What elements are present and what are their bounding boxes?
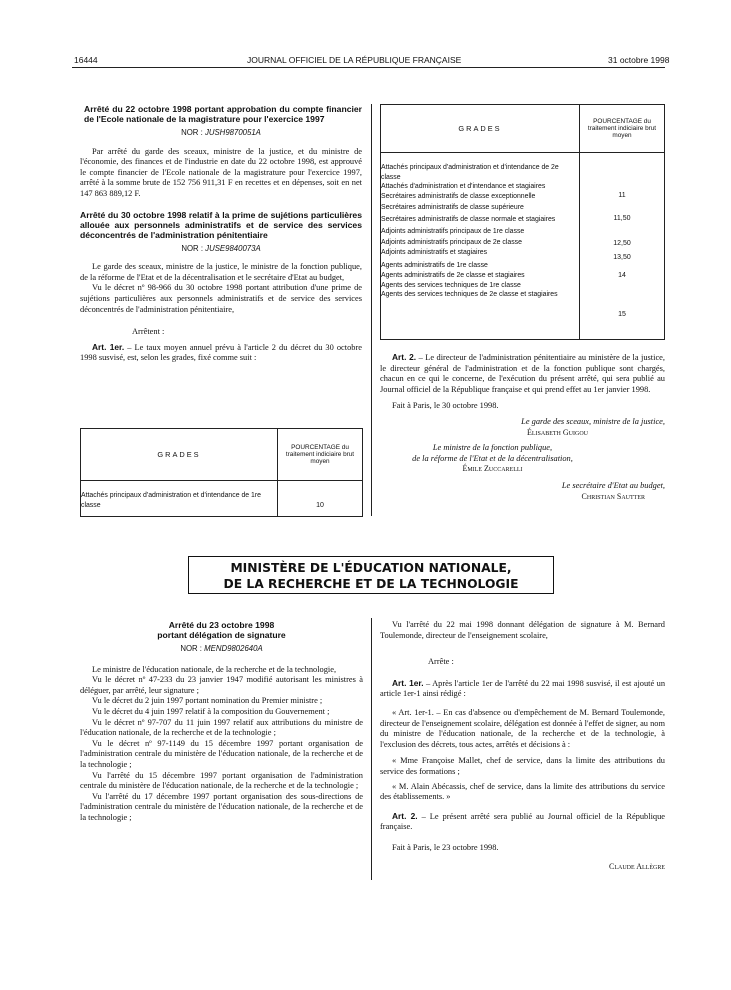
decree-title: Arrêté du 30 octobre 1998 relatif à la prime de sujétions particulières allouée aux personnels administratifs et de service des services déconcentrés de l'administration pénitentiaire (80, 209, 362, 240)
table-grades-list (381, 153, 580, 340)
column-divider (371, 104, 372, 516)
nor-reference: NOR : JUSE9840073A (181, 243, 261, 253)
table-row-value: 12,50 (613, 240, 631, 247)
table-header-percentage: POURCENTAGE du traitement indiciaire brut moyen (580, 105, 665, 153)
signatory-role: de la réforme de l'Etat et de la décentralisation, (412, 453, 573, 463)
quoted-item: « M. Alain Abécassis, chef de service, dans la limite des attributions du service des établissements. » (380, 781, 665, 802)
signatory-name: Élisabeth Guigou (527, 427, 588, 437)
table-row-value: 14 (618, 272, 626, 279)
quoted-article: « Art. 1er-1. – En cas d'absence ou d'empêchement de M. Bernard Toulemonde, directeur de l'enseignement scolaire, délégation est donnée à l'effet de signer, au nom du ministre de l'éducation nationale, de la recherche et de la technologie, à l'exclusion des décrets, tous actes, arrêtés et décisions à : (380, 707, 665, 749)
table-header-grades: GRADES (381, 105, 580, 153)
signatory-name: Émile Zuccarelli (462, 464, 523, 474)
decree-title: Arrêté du 22 octobre 1998 portant approbation du compte financier de l'Ecole nationale de la magistrature pour l'exercice 1997 (84, 104, 362, 124)
article-2: Art. 2. – Le présent arrêté sera publié au Journal officiel de la République française. (380, 810, 665, 832)
left-column-bottom (80, 620, 363, 824)
column-divider (371, 618, 372, 880)
done-at: Fait à Paris, le 23 octobre 1998. (392, 842, 499, 852)
issue-date: 31 octobre 1998 (608, 55, 670, 65)
ministry-heading-line: MINISTÈRE DE L'ÉDUCATION NATIONALE, (230, 561, 512, 575)
decree-paragraph: Vu le décret du 2 juin 1997 portant nomination du Premier ministre ; (92, 696, 323, 706)
decree-title: Arrêté du 23 octobre 1998 (168, 620, 275, 630)
table-row-value: 13,50 (613, 254, 631, 261)
ministry-heading-line: DE LA RECHERCHE ET DE LA TECHNOLOGIE (223, 577, 519, 591)
table-row-grade: Agents administratifs de 1re classe (381, 262, 488, 270)
right-column-top (380, 352, 665, 502)
table-row-grade: Adjoints administratifs principaux de 1re classe (381, 227, 525, 235)
signatory-name: Christian Sautter (581, 491, 645, 501)
done-at: Fait à Paris, le 30 octobre 1998. (392, 401, 499, 411)
journal-title: JOURNAL OFFICIEL DE LA RÉPUBLIQUE FRANÇAISE (247, 55, 462, 65)
ministry-heading (188, 556, 554, 594)
table-row-grade: Adjoints administratifs et stagiaires (381, 248, 488, 256)
nor-reference: NOR : JUSH9870051A (181, 128, 261, 137)
table-row-value: 10 (278, 481, 363, 517)
signatory-role: Le secrétaire d'Etat au budget, (561, 480, 665, 490)
table-row-grade: Agents des services techniques de 2e classe et stagiaires (381, 291, 558, 299)
table-row-grade: Agents des services techniques de 1re classe (381, 281, 521, 289)
table-values (580, 153, 665, 340)
decree-body: Par arrêté du garde des sceaux, ministre de la justice, et du ministre de l'économie, des finances et de l'industrie en date du 22 octobre 1998, est approuvé le compte financier de l'Ecole nationale de la magistrature pour l'exercice 1997, arrêté à la somme brute de 152 756 911,31 F en recettes et en dépenses, soit en net 147 863 889,12 F. (80, 146, 362, 198)
table-row-grade: Attachés principaux d'administration et d'intendance de 1re classe (81, 481, 278, 517)
decree-paragraph: Vu le décret du 4 juin 1997 relatif à la composition du Gouvernement ; (92, 706, 330, 716)
decree-paragraph: Vu le décret nº 97-707 du 11 juin 1997 relatif aux attributions du ministre de l'éducation nationale, de la recherche et de la technologie ; (80, 717, 363, 738)
right-column-bottom (380, 620, 665, 872)
decree-arretent: Arrêtent : (132, 327, 165, 337)
decree-paragraph: Vu le décret nº 97-1149 du 15 décembre 1997 portant organisation de l'administration centrale du ministère de l'éducation nationale, de la recherche et de la technologie ; (80, 738, 363, 769)
signatory-name: Claude Allègre (609, 861, 665, 871)
table-header-grades: GRADES (81, 429, 278, 481)
decree-paragraph: Vu le décret nº 47-233 du 23 janvier 1947 modifié autorisant les ministres à déléguer, par arrêté, leur signature ; (80, 675, 363, 695)
table-row-value: 15 (618, 311, 626, 318)
decree-preamble: Le garde des sceaux, ministre de la justice, le ministre de la fonction publique, de la réforme de l'Etat et de la décentralisation et le secrétaire d'Etat au budget, (80, 262, 362, 282)
article-1: Art. 1er. – Après l'article 1er de l'arrêté du 22 mai 1998 susvisé, il est ajouté un article 1er-1 ainsi rédigé : (380, 677, 666, 699)
table-row-grade: Secrétaires administratifs de classe exceptionnelle (381, 192, 536, 200)
decree-paragraph: Vu l'arrêté du 17 décembre 1997 portant organisation des sous-directions de l'administration centrale du ministère de l'éducation nationale, de la recherche et de la technologie ; (80, 791, 363, 822)
table-row-grade: Secrétaires administratifs de classe normale et stagiaires (381, 215, 556, 223)
table-row-grade: Secrétaires administratifs de classe supérieure (381, 204, 524, 212)
nor-reference: NOR : MEND9802640A (180, 644, 263, 653)
signatory-role: Le garde des sceaux, ministre de la justice, (521, 416, 665, 426)
signatory-role: Le ministre de la fonction publique, (432, 443, 553, 453)
decree-paragraph: Vu l'arrêté du 15 décembre 1997 portant organisation de l'administration centrale du ministère de l'éducation nationale, de la recherche et de la technologie ; (80, 770, 363, 791)
table-row-value: 11,50 (613, 215, 631, 222)
decree-title: portant délégation de signature (157, 630, 286, 640)
decree-arrete: Arrête : (428, 657, 454, 667)
header-rule (72, 67, 665, 68)
decree-paragraph: Vu l'arrêté du 22 mai 1998 donnant délégation de signature à M. Bernard Toulemonde, directeur de l'enseignement scolaire, (380, 620, 665, 640)
grades-table-right (380, 104, 665, 340)
left-column-top (80, 104, 362, 364)
table-row-grade: Attachés d'administration et d'intendance et stagiaires (381, 183, 546, 191)
table-header-percentage: POURCENTAGE du traitement indiciaire brut moyen (278, 429, 363, 481)
page-number: 16444 (74, 55, 98, 65)
table-row-grade: Agents administratifs de 2e classe et stagiaires (381, 271, 525, 279)
grades-table-left (80, 428, 363, 517)
quoted-item: « Mme Françoise Mallet, chef de service, dans la limite des attributions du service des formations ; (380, 756, 665, 776)
table-row-grade: Adjoints administratifs principaux de 2e classe (381, 239, 522, 247)
decree-visa: Vu le décret nº 98-966 du 30 octobre 1998 portant attribution d'une prime de sujétions particulières aux personnels administratifs et de service des services déconcentrés de l'administration pénitentiaire, (80, 283, 362, 314)
article-2: Art. 2. – Le directeur de l'administration pénitentiaire au ministère de la justice, le directeur général de l'administration et de la fonction publique sont chargés, chacun en ce qui le concerne, de l'exécution du présent arrêté, qui sera publié au Journal officiel de la République française et qui prend effet au 1er janvier 1998. (380, 352, 665, 394)
table-row-grade: Attachés principaux d'administration et d'intendance de 2e classe (381, 164, 559, 181)
table-row-value: 11 (618, 192, 626, 199)
article-1: Art. 1er. – Le taux moyen annuel prévu à l'article 2 du décret du 30 octobre 1998 susvisé, est, selon les grades, fixé comme suit : (80, 341, 362, 363)
decree-paragraph: Le ministre de l'éducation nationale, de la recherche et de la technologie, (92, 664, 337, 674)
